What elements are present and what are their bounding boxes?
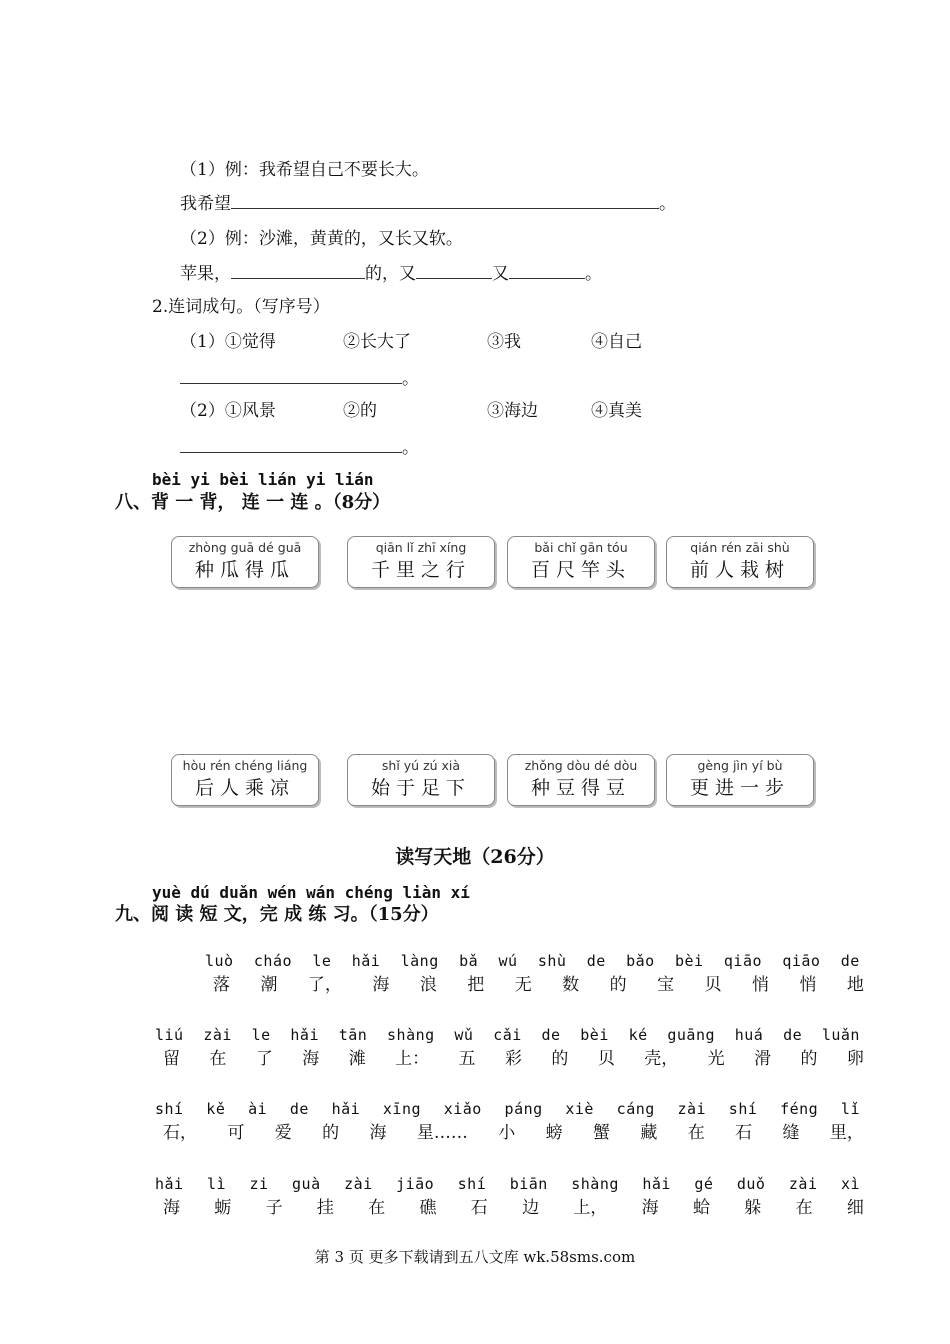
passage-pinyin-line — [205, 952, 860, 970]
card-text: 更进一步 — [689, 777, 790, 799]
answer-blank[interactable] — [416, 264, 492, 279]
pinyin-syllable: liú — [155, 1026, 184, 1044]
idiom-card[interactable] — [666, 536, 814, 588]
pinyin-syllable: hǎi — [155, 1175, 184, 1193]
idiom-card[interactable] — [171, 536, 319, 588]
passage-char: 在 — [687, 1123, 705, 1143]
passage-text-line — [213, 970, 864, 995]
card-text: 千里之行 — [370, 559, 471, 581]
pinyin-syllable: ài — [248, 1100, 268, 1118]
card-pinyin: qiān lǐ zhī xíng — [375, 540, 467, 555]
pinyin-syllable: làng — [400, 952, 439, 970]
pinyin-syllable: shí — [155, 1100, 184, 1118]
pinyin-syllable: shàng — [387, 1026, 435, 1044]
pinyin-syllable: shí — [457, 1175, 487, 1193]
card-pinyin: zhòng guā dé guā — [188, 540, 302, 555]
answer-end: 。 — [585, 264, 602, 284]
card-pinyin: gèng jìn yí bù — [697, 758, 783, 773]
pinyin-syllable: zài — [344, 1175, 373, 1193]
card-text: 始于足下 — [370, 777, 471, 799]
word: （1）①觉得 — [180, 332, 276, 352]
passage-char: 宝 — [657, 975, 675, 995]
pinyin-syllable: gé — [694, 1175, 714, 1193]
answer-prefix: 我希望 — [180, 194, 231, 214]
answer-line-2 — [180, 259, 602, 284]
word: （2）①风景 — [180, 401, 276, 421]
answer-blank[interactable] — [231, 264, 365, 279]
pinyin-syllable: de — [289, 1100, 309, 1118]
word: ③海边 — [487, 401, 538, 421]
passage-char: 海 — [163, 1198, 180, 1218]
passage-char: 藏 — [640, 1123, 658, 1143]
word: ②长大了 — [343, 332, 411, 352]
pinyin-syllable: xì — [840, 1175, 860, 1193]
pinyin-syllable: lǐ — [840, 1100, 860, 1118]
task2-title: 2.连词成句。（写序号） — [152, 297, 330, 317]
pinyin-syllable: de — [783, 1026, 803, 1044]
answer-end: 。 — [402, 438, 419, 458]
passage-char: 贝 — [704, 975, 722, 995]
passage-char: 蛎 — [214, 1198, 232, 1218]
pinyin-syllable: ké — [628, 1026, 648, 1044]
pinyin-syllable: zài — [203, 1026, 232, 1044]
example-1: （1）例：我希望自己不要长大。 — [180, 160, 429, 180]
pinyin-syllable: luǎn — [821, 1026, 860, 1044]
passage-char: 爱 — [274, 1123, 292, 1143]
pinyin-syllable: zài — [788, 1175, 818, 1193]
pinyin-syllable: shàng — [571, 1175, 619, 1193]
passage-pinyin-line — [155, 1100, 860, 1118]
passage-char: 海 — [372, 975, 390, 995]
passage-char: 海 — [302, 1049, 320, 1069]
passage-char: 留 — [163, 1049, 180, 1069]
idiom-card[interactable] — [347, 754, 495, 806]
passage-char: 滑 — [754, 1049, 772, 1069]
pinyin-syllable: kě — [206, 1100, 226, 1118]
pinyin-syllable: féng — [780, 1100, 819, 1118]
card-pinyin: bǎi chǐ gān tóu — [534, 540, 628, 555]
sentence-1-answer — [180, 364, 419, 389]
passage-char: 的 — [551, 1049, 569, 1069]
pinyin-syllable: cáng — [616, 1100, 655, 1118]
passage-char: 数 — [562, 975, 580, 995]
pinyin-syllable: guà — [292, 1175, 321, 1193]
pinyin-syllable: bèi — [675, 952, 704, 970]
passage-char: 滩 — [348, 1049, 366, 1069]
passage-pinyin-line — [155, 1026, 860, 1044]
answer-blank[interactable] — [180, 369, 402, 384]
passage-char: 浪 — [419, 975, 437, 995]
pinyin-syllable: cǎi — [493, 1026, 522, 1044]
pinyin-syllable: qiāo — [782, 952, 821, 970]
answer-blank[interactable] — [509, 264, 585, 279]
passage-char: 上， — [573, 1198, 608, 1218]
idiom-card[interactable] — [347, 536, 495, 588]
passage-char: 上： — [395, 1049, 430, 1069]
passage-text-line — [163, 1118, 864, 1143]
pinyin-syllable: de — [541, 1026, 561, 1044]
pinyin-syllable: wǔ — [454, 1026, 474, 1044]
passage-char: 石 — [470, 1198, 488, 1218]
passage-char: 的 — [800, 1049, 818, 1069]
passage-char: 了， — [307, 975, 342, 995]
passage-char: 缝 — [782, 1123, 800, 1143]
passage-char: 悄 — [751, 975, 769, 995]
passage-char: 在 — [795, 1198, 813, 1218]
passage-char: 可 — [227, 1123, 245, 1143]
passage-char: 边 — [522, 1198, 540, 1218]
pinyin-syllable: lì — [207, 1175, 227, 1193]
passage-char: 石， — [163, 1123, 197, 1143]
passage-char: 在 — [209, 1049, 227, 1069]
word: ④真美 — [591, 401, 642, 421]
answer-prefix: 苹果， — [180, 264, 231, 284]
passage-char: 在 — [368, 1198, 386, 1218]
answer-end: 。 — [659, 194, 676, 214]
pinyin-syllable: zài — [677, 1100, 707, 1118]
passage-char: 螃 — [545, 1123, 563, 1143]
passage-char: 潮 — [260, 975, 278, 995]
pinyin-syllable: hǎi — [351, 952, 381, 970]
passage-char: 蛤 — [692, 1198, 710, 1218]
idiom-card[interactable] — [507, 536, 655, 588]
answer-end: 。 — [402, 369, 419, 389]
pinyin-syllable: wú — [498, 952, 518, 970]
passage-char: 无 — [514, 975, 532, 995]
exercise-8-title: 八、背 一 背， 连 一 连 。（8分） — [115, 492, 391, 513]
passage-pinyin-line — [155, 1175, 860, 1193]
passage-char: 五 — [458, 1049, 476, 1069]
pinyin-syllable: shù — [537, 952, 567, 970]
answer-mid: 的，又 — [365, 264, 416, 284]
pinyin-syllable: le — [312, 952, 332, 970]
pinyin-syllable: biān — [509, 1175, 548, 1193]
card-text: 种瓜得瓜 — [194, 559, 295, 581]
word: ②的 — [343, 401, 377, 421]
passage-char: 落 — [213, 975, 230, 995]
passage-char: 小 — [498, 1123, 516, 1143]
card-text: 种豆得豆 — [530, 777, 631, 799]
passage-char: 了 — [255, 1049, 273, 1069]
passage-char: 彩 — [504, 1049, 522, 1069]
card-text: 前人栽树 — [689, 559, 790, 581]
sentence-2-answer — [180, 433, 419, 458]
idiom-card[interactable] — [507, 754, 655, 806]
pinyin-syllable: duǒ — [736, 1175, 766, 1193]
passage-char: 的 — [609, 975, 627, 995]
exercise-9-title: 九、阅 读 短 文，完 成 练 习。（15分） — [115, 904, 439, 925]
pinyin-syllable: xīng — [382, 1100, 422, 1118]
pinyin-syllable: hǎi — [642, 1175, 671, 1193]
passage-char: 把 — [467, 975, 485, 995]
exercise-9-pinyin: yuè dú duǎn wén wán chéng liàn xí — [152, 883, 470, 902]
passage-char: 躲 — [744, 1198, 762, 1218]
pinyin-syllable: jiāo — [396, 1175, 435, 1193]
card-pinyin: qián rén zāi shù — [690, 540, 790, 555]
passage-text-line — [163, 1193, 864, 1218]
pinyin-syllable: bǎo — [626, 952, 655, 970]
pinyin-syllable: páng — [504, 1100, 543, 1118]
pinyin-syllable: bèi — [580, 1026, 609, 1044]
pinyin-syllable: shí — [728, 1100, 758, 1118]
pinyin-syllable: tān — [338, 1026, 368, 1044]
pinyin-syllable: guāng — [667, 1026, 716, 1044]
card-pinyin: shǐ yú zú xià — [381, 758, 461, 773]
pinyin-syllable: xiǎo — [443, 1100, 482, 1118]
idiom-card[interactable] — [666, 754, 814, 806]
passage-char: 壳， — [644, 1049, 679, 1069]
passage-char: 蟹 — [593, 1123, 610, 1143]
pinyin-syllable: le — [251, 1026, 271, 1044]
pinyin-syllable: de — [840, 952, 860, 970]
card-pinyin: zhǒng dòu dé dòu — [524, 758, 638, 773]
answer-blank[interactable] — [180, 438, 402, 453]
passage-char: 子 — [265, 1198, 283, 1218]
passage-char: 悄 — [799, 975, 817, 995]
passage-char: 贝 — [597, 1049, 615, 1069]
passage-char: 的 — [322, 1123, 340, 1143]
passage-char: 细 — [846, 1198, 864, 1218]
pinyin-syllable: qiāo — [723, 952, 763, 970]
pinyin-syllable: xiè — [565, 1100, 594, 1118]
passage-char: 挂 — [316, 1198, 334, 1218]
pinyin-syllable: de — [586, 952, 606, 970]
word: ③我 — [487, 332, 521, 352]
example-2: （2）例：沙滩，黄黄的，又长又软。 — [180, 229, 463, 249]
idiom-card[interactable] — [171, 754, 319, 806]
pinyin-syllable: hǎi — [290, 1026, 319, 1044]
pinyin-syllable: huá — [734, 1026, 764, 1044]
page-footer: 第 3 页 更多下载请到五八文库 wk.58sms.com — [314, 1248, 636, 1266]
passage-char: 海 — [641, 1198, 659, 1218]
section-title: 读写天地（26分） — [395, 846, 555, 868]
passage-char: 石 — [735, 1123, 753, 1143]
passage-text-line — [163, 1044, 864, 1069]
pinyin-syllable: bǎ — [459, 952, 479, 970]
exercise-8-pinyin: bèi yi bèi lián yi lián — [152, 470, 374, 489]
passage-char: 卵 — [846, 1049, 864, 1069]
passage-char: 地 — [846, 975, 864, 995]
pinyin-syllable: hǎi — [331, 1100, 361, 1118]
pinyin-syllable: cháo — [253, 952, 293, 970]
answer-blank[interactable] — [231, 194, 659, 209]
word: ④自己 — [591, 332, 642, 352]
passage-char: 星…… — [416, 1123, 468, 1143]
passage-char: 光 — [707, 1049, 725, 1069]
answer-line-1 — [180, 189, 676, 214]
card-text: 百尺竿头 — [530, 559, 631, 581]
passage-char: 里， — [829, 1123, 864, 1143]
passage-char: 海 — [369, 1123, 387, 1143]
answer-mid: 又 — [492, 264, 509, 284]
card-text: 后人乘凉 — [194, 777, 295, 799]
passage-char: 礁 — [419, 1198, 437, 1218]
card-pinyin: hòu rén chéng liáng — [182, 758, 308, 773]
pinyin-syllable: zi — [249, 1175, 269, 1193]
pinyin-syllable: luò — [205, 952, 234, 970]
